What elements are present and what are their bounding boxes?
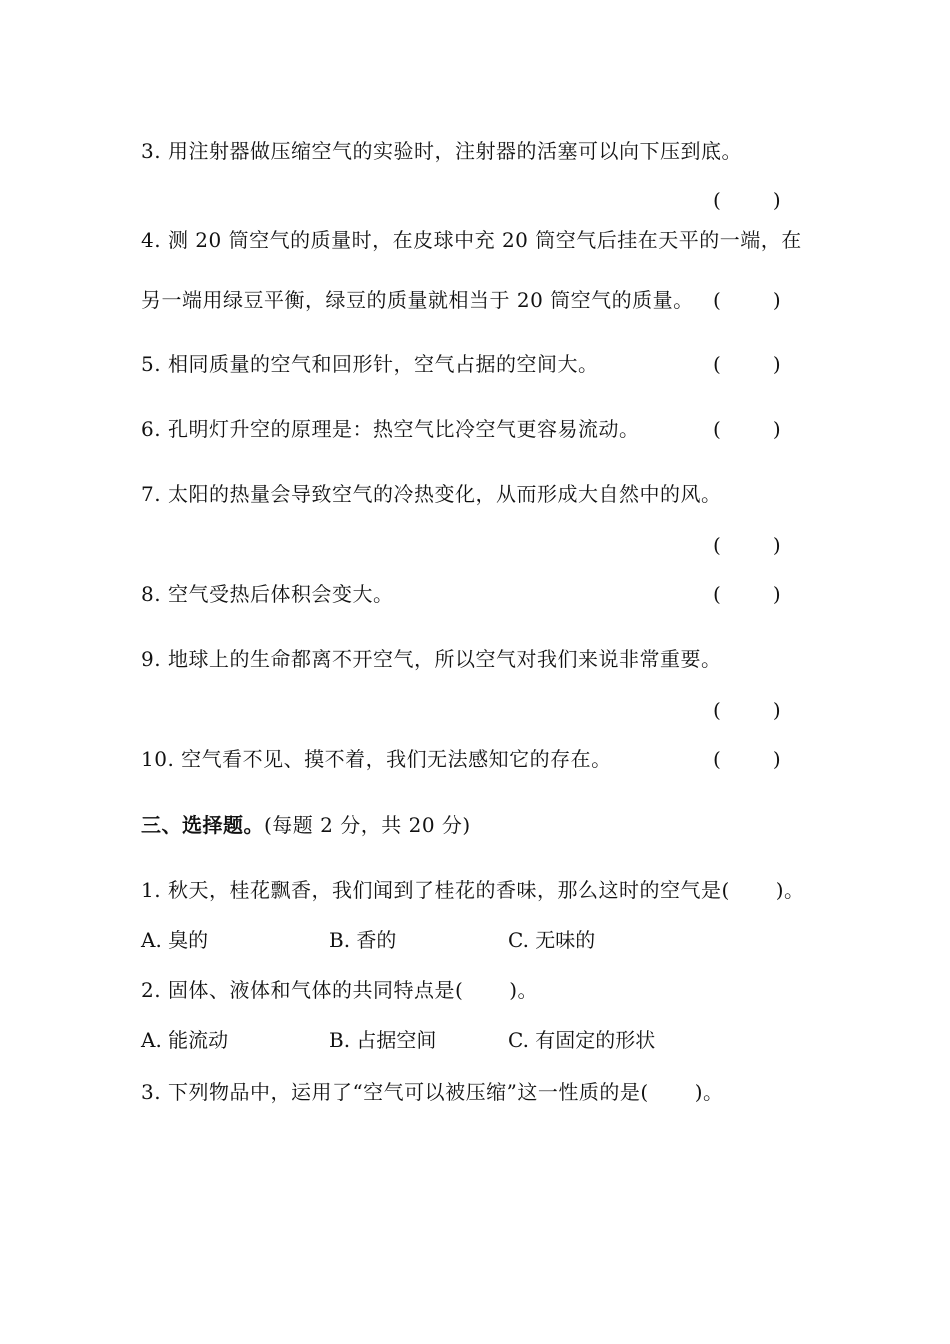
bracket-close: ) <box>772 417 781 441</box>
answer-bracket-9[interactable] <box>713 696 781 724</box>
section-3-heading <box>141 811 471 839</box>
question-9-text: 9. 地球上的生命都离不开空气，所以空气对我们来说非常重要。 <box>141 647 722 671</box>
choice-1-option-c[interactable]: C. 无味的 <box>508 928 596 952</box>
choice-question-3 <box>141 1078 724 1106</box>
bracket-open: ( <box>713 533 721 557</box>
question-3-text: 3. 用注射器做压缩空气的实验时，注射器的活塞可以向下压到底。 <box>141 139 742 163</box>
bracket-close: ) <box>772 188 781 212</box>
choice-question-2 <box>141 976 538 1004</box>
question-8-text: 8. 空气受热后体积会变大。 <box>141 582 394 606</box>
choice-2-option-c[interactable]: C. 有固定的形状 <box>508 1028 656 1052</box>
choice-1-option-b[interactable]: B. 香的 <box>329 928 397 952</box>
answer-bracket-5[interactable] <box>713 350 781 378</box>
bracket-close: ) <box>772 747 781 771</box>
question-4-line1: 4. 测 20 筒空气的质量时，在皮球中充 20 筒空气后挂在天平的一端，在 <box>141 228 802 252</box>
bracket-close: ) <box>772 533 781 557</box>
question-7-text: 7. 太阳的热量会导致空气的冷热变化，从而形成大自然中的风。 <box>141 482 722 506</box>
choice-2-stem-end: )。 <box>509 978 539 1002</box>
choice-2-option-b[interactable]: B. 占据空间 <box>329 1028 437 1052</box>
section-3-title: 三、选择题。 <box>141 813 264 837</box>
question-4-line2: 另一端用绿豆平衡，绿豆的质量就相当于 20 筒空气的质量。 <box>141 288 694 312</box>
choice-2-option-a[interactable]: A. 能流动 <box>141 1028 229 1052</box>
choice-1-option-a[interactable]: A. 臭的 <box>141 928 209 952</box>
answer-bracket-4[interactable] <box>713 286 781 314</box>
bracket-open: ( <box>713 288 721 312</box>
bracket-open: ( <box>713 698 721 722</box>
bracket-open: ( <box>713 188 721 212</box>
choice-1-stem-end: )。 <box>775 878 805 902</box>
choice-3-stem: 3. 下列物品中，运用了“空气可以被压缩”这一性质的是( <box>141 1080 649 1104</box>
bracket-open: ( <box>713 582 721 606</box>
bracket-open: ( <box>713 747 721 771</box>
answer-bracket-6[interactable] <box>713 415 781 443</box>
section-3-note: (每题 2 分，共 20 分) <box>264 813 471 837</box>
choice-3-stem-end: )。 <box>694 1080 724 1104</box>
bracket-open: ( <box>713 352 721 376</box>
bracket-open: ( <box>713 417 721 441</box>
choice-2-stem: 2. 固体、液体和气体的共同特点是( <box>141 978 464 1002</box>
answer-bracket-7[interactable] <box>713 531 781 559</box>
bracket-close: ) <box>772 698 781 722</box>
answer-bracket-10[interactable] <box>713 745 781 773</box>
answer-bracket-3[interactable] <box>713 186 781 214</box>
question-5-text: 5. 相同质量的空气和回形针，空气占据的空间大。 <box>141 352 599 376</box>
bracket-close: ) <box>772 582 781 606</box>
choice-question-1 <box>141 876 805 904</box>
question-10-text: 10. 空气看不见、摸不着，我们无法感知它的存在。 <box>141 747 612 771</box>
choice-1-stem: 1. 秋天，桂花飘香，我们闻到了桂花的香味，那么这时的空气是( <box>141 878 730 902</box>
answer-bracket-8[interactable] <box>713 580 781 608</box>
bracket-close: ) <box>772 288 781 312</box>
bracket-close: ) <box>772 352 781 376</box>
question-6-text: 6. 孔明灯升空的原理是：热空气比冷空气更容易流动。 <box>141 417 640 441</box>
